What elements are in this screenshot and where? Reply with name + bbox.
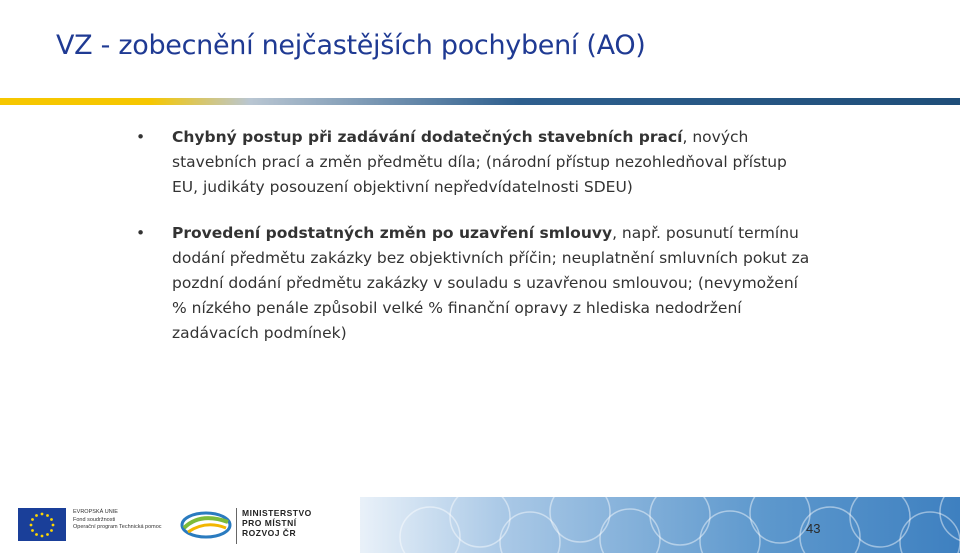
- bullet-list: [110, 125, 810, 367]
- list-item: [110, 221, 810, 346]
- slide-title: VZ - zobecnění nejčastějších pochybení (AO): [56, 30, 646, 61]
- bullet-marker: •: [136, 128, 146, 146]
- item-heading: Chybný postup při zadávání dodatečných stavebních prací: [172, 128, 683, 146]
- footer-decoration: [310, 497, 960, 553]
- page-number: 43: [806, 521, 821, 536]
- mmr-logo-icon: [180, 510, 232, 540]
- ministry-line: PRO MÍSTNÍ: [242, 518, 297, 528]
- circle-pattern: [310, 497, 960, 553]
- ministry-logo-text: [242, 508, 312, 538]
- list-item: [110, 125, 810, 200]
- eu-logo-text: [73, 509, 168, 532]
- item-text: , např. posunutí termínu dodání předmětu zakázky bez objektivních příčin; neuplatnění smluvních pokut za pozdní dodání předmětu zakázky v souladu s uzavřenou smlouvou; (nevymožení % nízkého penále způsobil velké % finanční opravy z hlediska nedodržení zadávacích podmínek): [172, 224, 810, 342]
- logo-divider: [236, 508, 237, 544]
- bullet-marker: •: [136, 224, 146, 242]
- item-heading: Provedení podstatných změn po uzavření smlouvy: [172, 224, 613, 242]
- ministry-line: MINISTERSTVO: [242, 508, 312, 518]
- eu-line: Operační program Technická pomoc: [73, 524, 162, 530]
- eu-line: EVROPSKÁ UNIE: [73, 509, 118, 515]
- title-divider-bar: [0, 98, 960, 105]
- eu-line: Fond soudržnosti: [73, 516, 116, 523]
- item-text: , nových stavebních prací a změn předmětu díla; (národní přístup nezohledňoval přístup EU, judikáty posouzení objektivní nepředvídatelnosti SDEU): [172, 128, 787, 196]
- ministry-line: ROZVOJ ČR: [242, 528, 297, 538]
- eu-flag-icon: [18, 508, 66, 541]
